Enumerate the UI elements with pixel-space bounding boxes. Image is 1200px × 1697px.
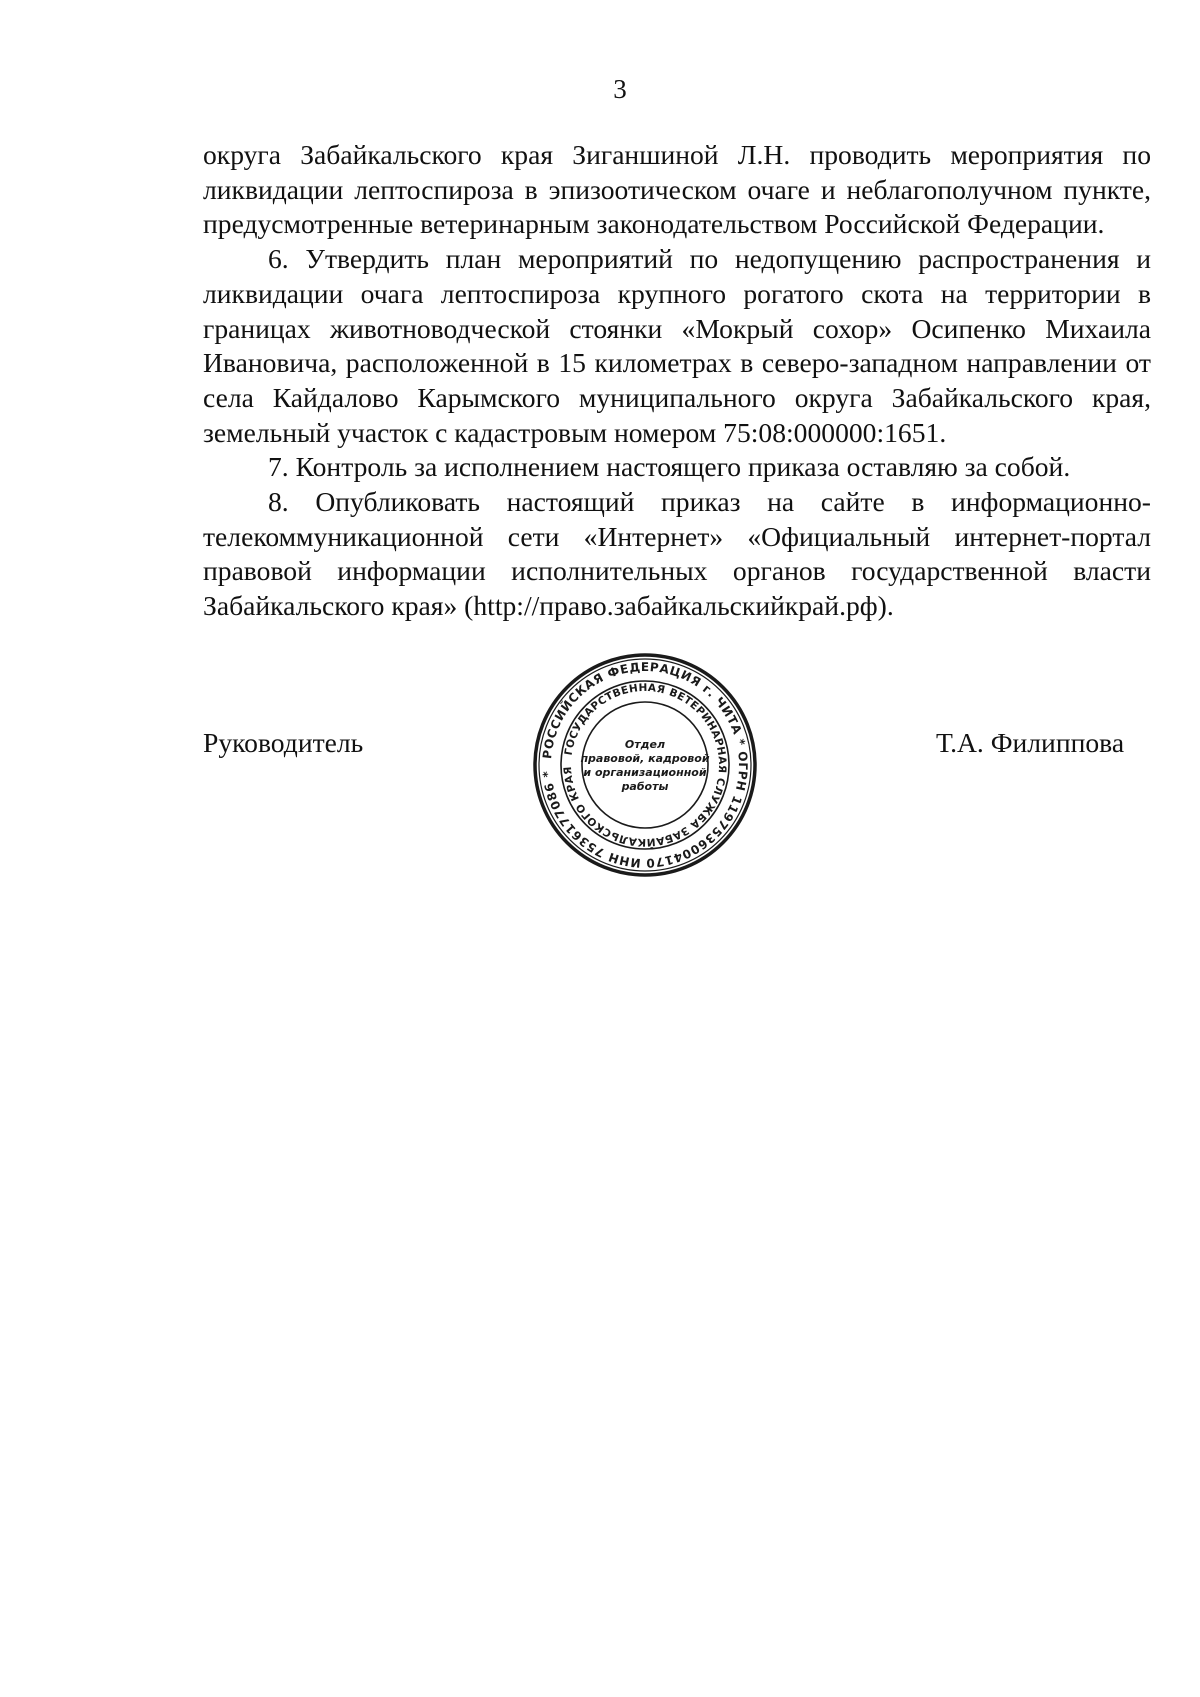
signatory-position: Руководитель (203, 727, 364, 758)
document-body (203, 138, 1151, 624)
stamp-center-line-2: правовой, кадровой (580, 752, 710, 765)
stamp-seal-graphic (532, 652, 758, 878)
paragraph-item-8: 8. Опубликовать настоящий приказ на сайте в информационно-телекоммуникационной сети «Интернет» «Официальный интернет-портал правовой информации исполнительных органов государственной власти Забайкальского края» (http://право.забайкальскийкрай.рф). (203, 486, 1151, 622)
paragraph-item-6: 6. Утвердить план мероприятий по недопущению распространения и ликвидации очага лептоспироза крупного рогатого скота на территории в границах животноводческой стоянки «Мокрый сохор» Осипенко Михаила Ивановича, расположенной в 15 километрах в северо-западном направлении от села Кайдалово Карымского муниципального округа Забайкальского края, земельный участок с кадастровым номером 75:08:000000:1651. (203, 243, 1151, 448)
page-number: 3 (613, 74, 627, 104)
stamp-outer-ring-text: РОССИЙСКАЯ ФЕДЕРАЦИЯ г. ЧИТА * ОГРН 1197536004170 ИНН 7536177086 * (540, 659, 751, 871)
stamp-center-line-4: работы (621, 780, 669, 793)
stamp-center-line-3: и организационной (583, 766, 707, 779)
official-stamp (532, 652, 758, 878)
signatory-name: Т.А. Филиппова (936, 727, 1125, 758)
stamp-center-line-1: Отдел (624, 738, 666, 751)
paragraph-item-7: 7. Контроль за исполнением настоящего приказа оставляю за собой. (268, 451, 1071, 483)
paragraph-continuation: округа Забайкальского края Зиганшиной Л.Н. проводить мероприятия по ликвидации лептоспироза в эпизоотическом очаге и неблагополучном пункте, предусмотренные ветеринарным законодательством Российской Федерации. (203, 139, 1151, 240)
stamp-inner-ring-text: ГОСУДАРСТВЕННАЯ ВЕТЕРИНАРНАЯ СЛУЖБА ЗАБАЙКАЛЬСКОГО КРАЯ (561, 681, 729, 849)
